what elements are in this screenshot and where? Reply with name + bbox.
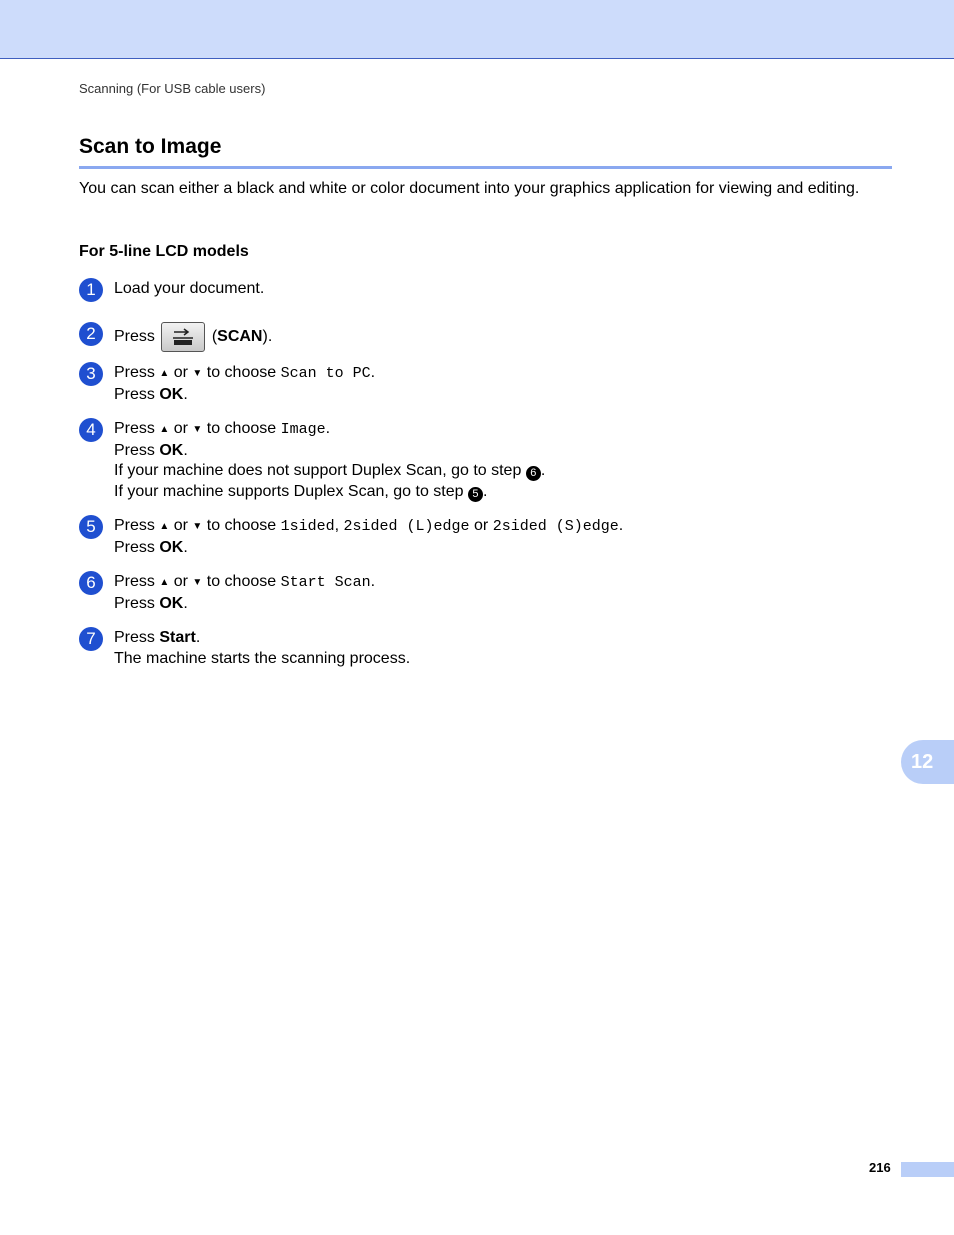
press-word: Press: [114, 517, 155, 534]
step-text: [114, 363, 375, 405]
press-word: Press: [114, 441, 155, 459]
start-key-label: Start: [159, 629, 196, 646]
to-choose: to choose: [206, 573, 277, 590]
section-title: Scan to Image: [79, 135, 222, 158]
period: .: [183, 441, 188, 459]
chapter-tab: 12: [901, 740, 954, 784]
duplex-note-2: If your machine supports Duplex Scan, go to step: [114, 482, 464, 500]
step-text: [114, 279, 264, 300]
step-number: 2: [79, 322, 103, 346]
ok-key-label: OK: [159, 538, 184, 556]
title-rule: [79, 166, 892, 169]
period: .: [370, 573, 376, 590]
to-choose: to choose: [206, 517, 277, 534]
press-word: Press: [114, 364, 155, 381]
header-band: [0, 0, 954, 59]
down-arrow-icon: ▼: [192, 521, 203, 532]
step-text: [114, 628, 410, 669]
or-word: or: [173, 420, 188, 437]
press-word: Press: [114, 420, 155, 437]
to-choose: to choose: [206, 364, 277, 381]
menu-choice-1: 1sided: [280, 518, 335, 535]
down-arrow-icon: ▼: [192, 577, 203, 588]
menu-choice-3: 2sided (S)edge: [492, 518, 619, 535]
breadcrumb: Scanning (For USB cable users): [79, 81, 266, 96]
ok-key-label: OK: [159, 441, 184, 459]
step-text: [114, 322, 272, 352]
step-1-text: Load your document.: [114, 280, 265, 297]
step-number: 7: [79, 627, 103, 651]
page-number-bar: [901, 1162, 954, 1177]
paren-open: (: [211, 328, 218, 346]
period: .: [183, 538, 188, 556]
period: .: [370, 364, 376, 381]
or-word: or: [173, 364, 188, 381]
or-word: or: [173, 573, 188, 590]
press-word: Press: [114, 573, 155, 590]
menu-choice: Image: [280, 421, 326, 438]
step-ref-5: 5: [468, 487, 483, 502]
subheading: For 5-line LCD models: [79, 243, 249, 260]
down-arrow-icon: ▼: [192, 424, 203, 435]
menu-choice: Start Scan: [280, 574, 371, 591]
up-arrow-icon: ▲: [159, 521, 170, 532]
press-word: Press: [114, 594, 155, 612]
press-word: Press: [114, 629, 155, 646]
ok-key-label: OK: [159, 385, 184, 403]
up-arrow-icon: ▲: [159, 368, 170, 379]
up-arrow-icon: ▲: [159, 424, 170, 435]
step-number: 3: [79, 362, 103, 386]
press-word: Press: [114, 538, 155, 556]
period: .: [325, 420, 331, 437]
duplex-note-1: If your machine does not support Duplex Scan, go to step: [114, 462, 522, 479]
step-text: [114, 419, 545, 502]
period: .: [482, 482, 488, 500]
step-number: 4: [79, 418, 103, 442]
up-arrow-icon: ▲: [159, 577, 170, 588]
step-7-result: The machine starts the scanning process.: [114, 649, 411, 667]
paren-close: ).: [262, 328, 273, 346]
period: .: [195, 629, 201, 646]
press-word: Press: [114, 385, 155, 403]
period: .: [183, 594, 188, 612]
menu-choice-2: 2sided (L)edge: [343, 518, 470, 535]
scan-icon: [161, 322, 205, 352]
page-number: 216: [869, 1160, 891, 1175]
to-choose: to choose: [206, 420, 277, 437]
step-number: 5: [79, 515, 103, 539]
step-text: [114, 572, 375, 614]
press-word: Press: [114, 328, 155, 346]
or-word: or: [173, 517, 188, 534]
ok-key-label: OK: [159, 594, 184, 612]
period: .: [540, 462, 546, 479]
or-word: or: [474, 517, 489, 534]
step-number: 1: [79, 278, 103, 302]
menu-choice: Scan to PC: [280, 365, 371, 382]
step-ref-6: 6: [526, 466, 541, 481]
period: .: [183, 385, 188, 403]
comma: ,: [334, 517, 340, 534]
scan-key-label: SCAN: [217, 328, 263, 346]
step-number: 6: [79, 571, 103, 595]
step-text: [114, 516, 623, 558]
period: .: [618, 517, 624, 534]
down-arrow-icon: ▼: [192, 368, 203, 379]
intro-paragraph: You can scan either a black and white or color document into your graphics application for viewing and editing.: [79, 180, 860, 197]
